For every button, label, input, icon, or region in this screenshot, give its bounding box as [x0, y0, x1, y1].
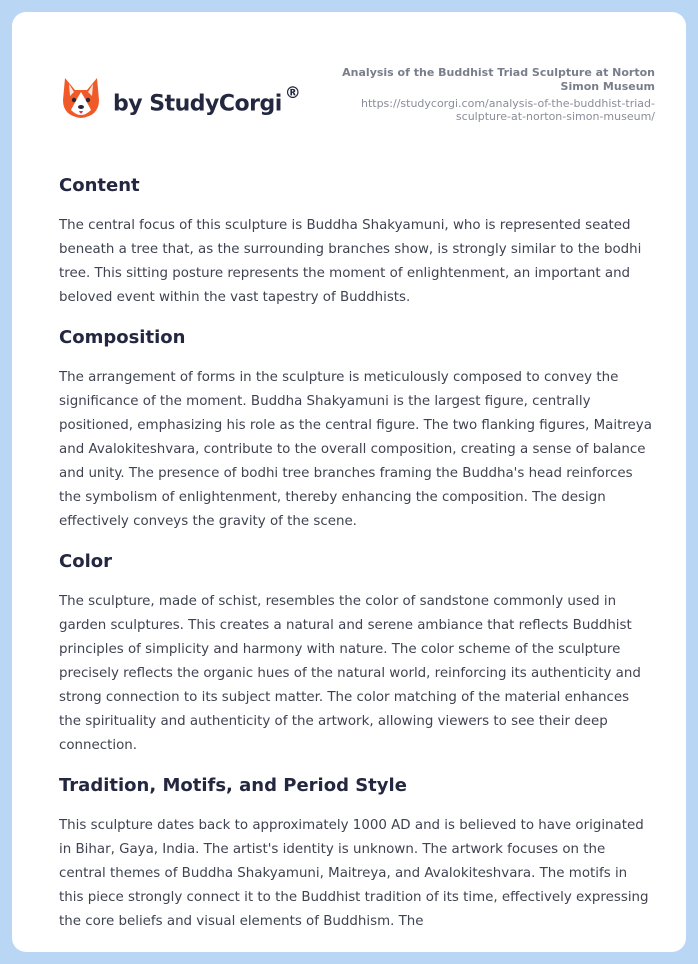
section-body-color: The sculpture, made of schist, resembles the color of sandstone commonly used in garden sculptures. This creates a natural and serene ambiance that reflects Buddhist principles of simplicity and harmony with nature. The color scheme of the sculpture precisely reflects the organic hues of the natural world, reinforcing its authenticity and strong connection to its subject matter. The color matching of the material enhances the spirituality and authenticity of the artwork, allowing viewers to see their deep connection. — [59, 594, 641, 753]
section-heading-color: Color — [59, 551, 112, 572]
document-page — [12, 12, 686, 952]
registered-mark: ® — [284, 83, 301, 103]
brand-name: by StudyCorgi ® — [113, 83, 301, 117]
section-body-tradition: This sculpture dates back to approximately 1000 AD and is believed to have originated in Bihar, Gaya, India. The artist's identity is unknown. The artwork focuses on the central themes of Buddha Shakyamuni, Maitreya, and Avalokiteshvara. The motifs in this piece strongly connect it to the Buddhist tradition of its time, effectively expressing the core beliefs and visual elements of Buddhism. The — [59, 818, 649, 929]
document-url[interactable]: https://studycorgi.com/analysis-of-the-buddhist-triad-sculpture-at-norton-simon-museum/ — [360, 97, 655, 123]
document-content — [59, 174, 655, 950]
section-heading-composition: Composition — [59, 327, 186, 348]
section-heading-tradition: Tradition, Motifs, and Period Style — [59, 775, 407, 796]
section-body-content: The central focus of this sculpture is Buddha Shakyamuni, who is represented seated beneath a tree that, as the surrounding branches show, is strongly similar to the bodhi tree. This sitting posture represents the moment of enlightenment, an important and beloved event within the vast tapestry of Buddhists. — [59, 218, 642, 305]
studycorgi-logo[interactable] — [61, 76, 300, 120]
document-meta — [310, 66, 655, 123]
document-title: Analysis of the Buddhist Triad Sculpture at Norton Simon Museum — [342, 66, 655, 93]
section-body-composition: The arrangement of forms in the sculpture is meticulously composed to convey the significance of the moment. Buddha Shakyamuni is the largest figure, centrally positioned, emphasizing his role as the central figure. The two flanking figures, Maitreya and Avalokiteshvara, contribute to the overall composition, creating a sense of balance and unity. The presence of bodhi tree branches framing the Buddha's head reinforces the symbolism of enlightenment, thereby enhancing the composition. The design effectively conveys the gravity of the scene. — [59, 370, 652, 529]
section-heading-content: Content — [59, 175, 140, 196]
corgi-icon — [61, 76, 101, 120]
